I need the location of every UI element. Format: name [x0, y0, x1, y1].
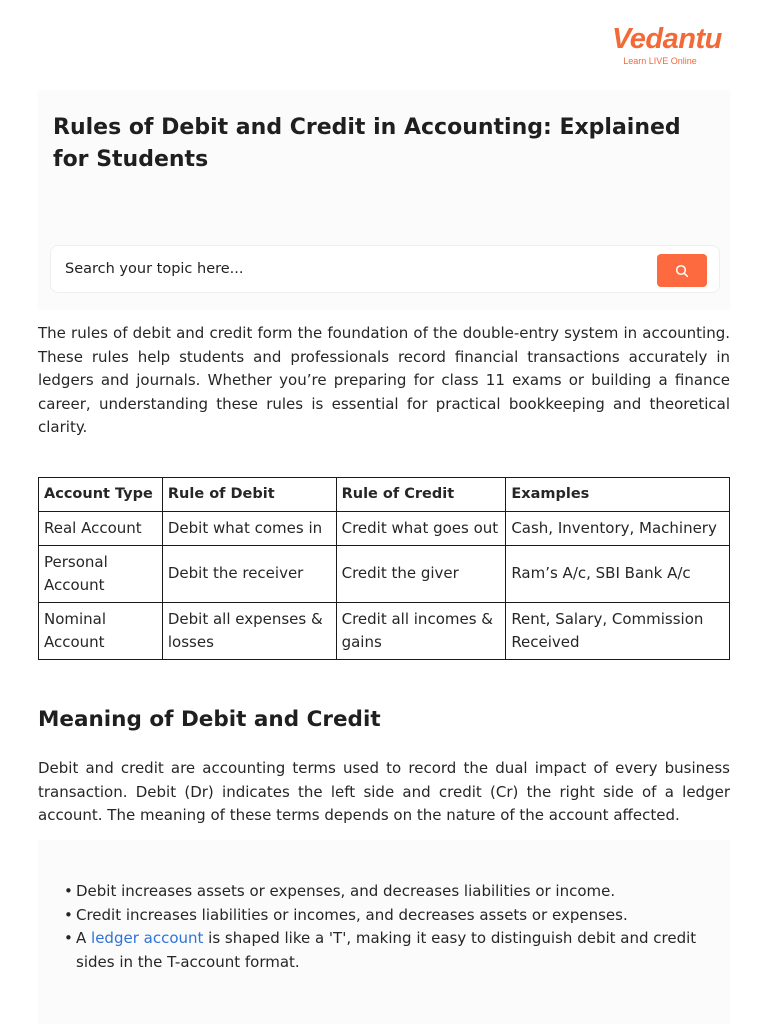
page-title: Rules of Debit and Credit in Accounting: Explained for Students [53, 115, 681, 172]
table-cell: Debit the receiver [162, 546, 336, 603]
table-cell: Credit what goes out [336, 512, 506, 546]
table-header-account-type: Account Type [39, 478, 163, 512]
ledger-account-link[interactable]: ledger account [91, 929, 204, 947]
table-header-rule-of-credit: Rule of Credit [336, 478, 506, 512]
logo-wordmark: Vedantu [612, 23, 722, 55]
table-cell: Cash, Inventory, Machinery [506, 512, 730, 546]
bullet-list [64, 880, 704, 974]
table-cell: Credit all incomes & gains [336, 603, 506, 660]
table-cell: Nominal Account [39, 603, 163, 660]
table-cell: Rent, Salary, Commission Received [506, 603, 730, 660]
search-button[interactable] [657, 254, 707, 287]
section-paragraph: Debit and credit are accounting terms used to record the dual impact of every business transaction. Debit (Dr) indicates the left side and credit (Cr) the right side of a ledger account. The meaning of these terms depends on the nature of the account affected. [38, 759, 730, 824]
list-item: • Credit increases liabilities or incomes, and decreases assets or expenses. [64, 904, 704, 928]
table-header-row [39, 478, 730, 512]
intro-paragraph: The rules of debit and credit form the foundation of the double-entry system in accounting. These rules help students and professionals record financial transactions accurately in ledgers and journals. Whether you’re preparing for class 11 exams or building a finance career, understanding these rules is essential for practical bookkeeping and theoretical clarity. [38, 324, 730, 436]
section-heading: Meaning of Debit and Credit [38, 707, 381, 732]
table-cell: Personal Account [39, 546, 163, 603]
table-cell: Ram’s A/c, SBI Bank A/c [506, 546, 730, 603]
logo-tagline: Learn LIVE Online [623, 56, 697, 66]
table-cell: Debit what comes in [162, 512, 336, 546]
vedantu-logo[interactable] [612, 22, 722, 66]
table-cell: Credit the giver [336, 546, 506, 603]
bullet-text: is shaped like a 'T', making it easy to distinguish debit and credit sides in the T-account format. [76, 929, 697, 971]
table-row [39, 603, 730, 660]
debit-credit-rules-table [38, 477, 730, 660]
search-input[interactable] [65, 254, 645, 284]
table-cell: Debit all expenses & losses [162, 603, 336, 660]
list-item: • Debit increases assets or expenses, and decreases liabilities or income. [64, 880, 704, 904]
list-item [64, 927, 704, 974]
bullet-text: A [76, 929, 92, 947]
table-header-rule-of-debit: Rule of Debit [162, 478, 336, 512]
search-bar [50, 245, 720, 293]
search-icon [675, 264, 689, 278]
table-row [39, 512, 730, 546]
table-row [39, 546, 730, 603]
table-cell: Real Account [39, 512, 163, 546]
table-header-examples: Examples [506, 478, 730, 512]
